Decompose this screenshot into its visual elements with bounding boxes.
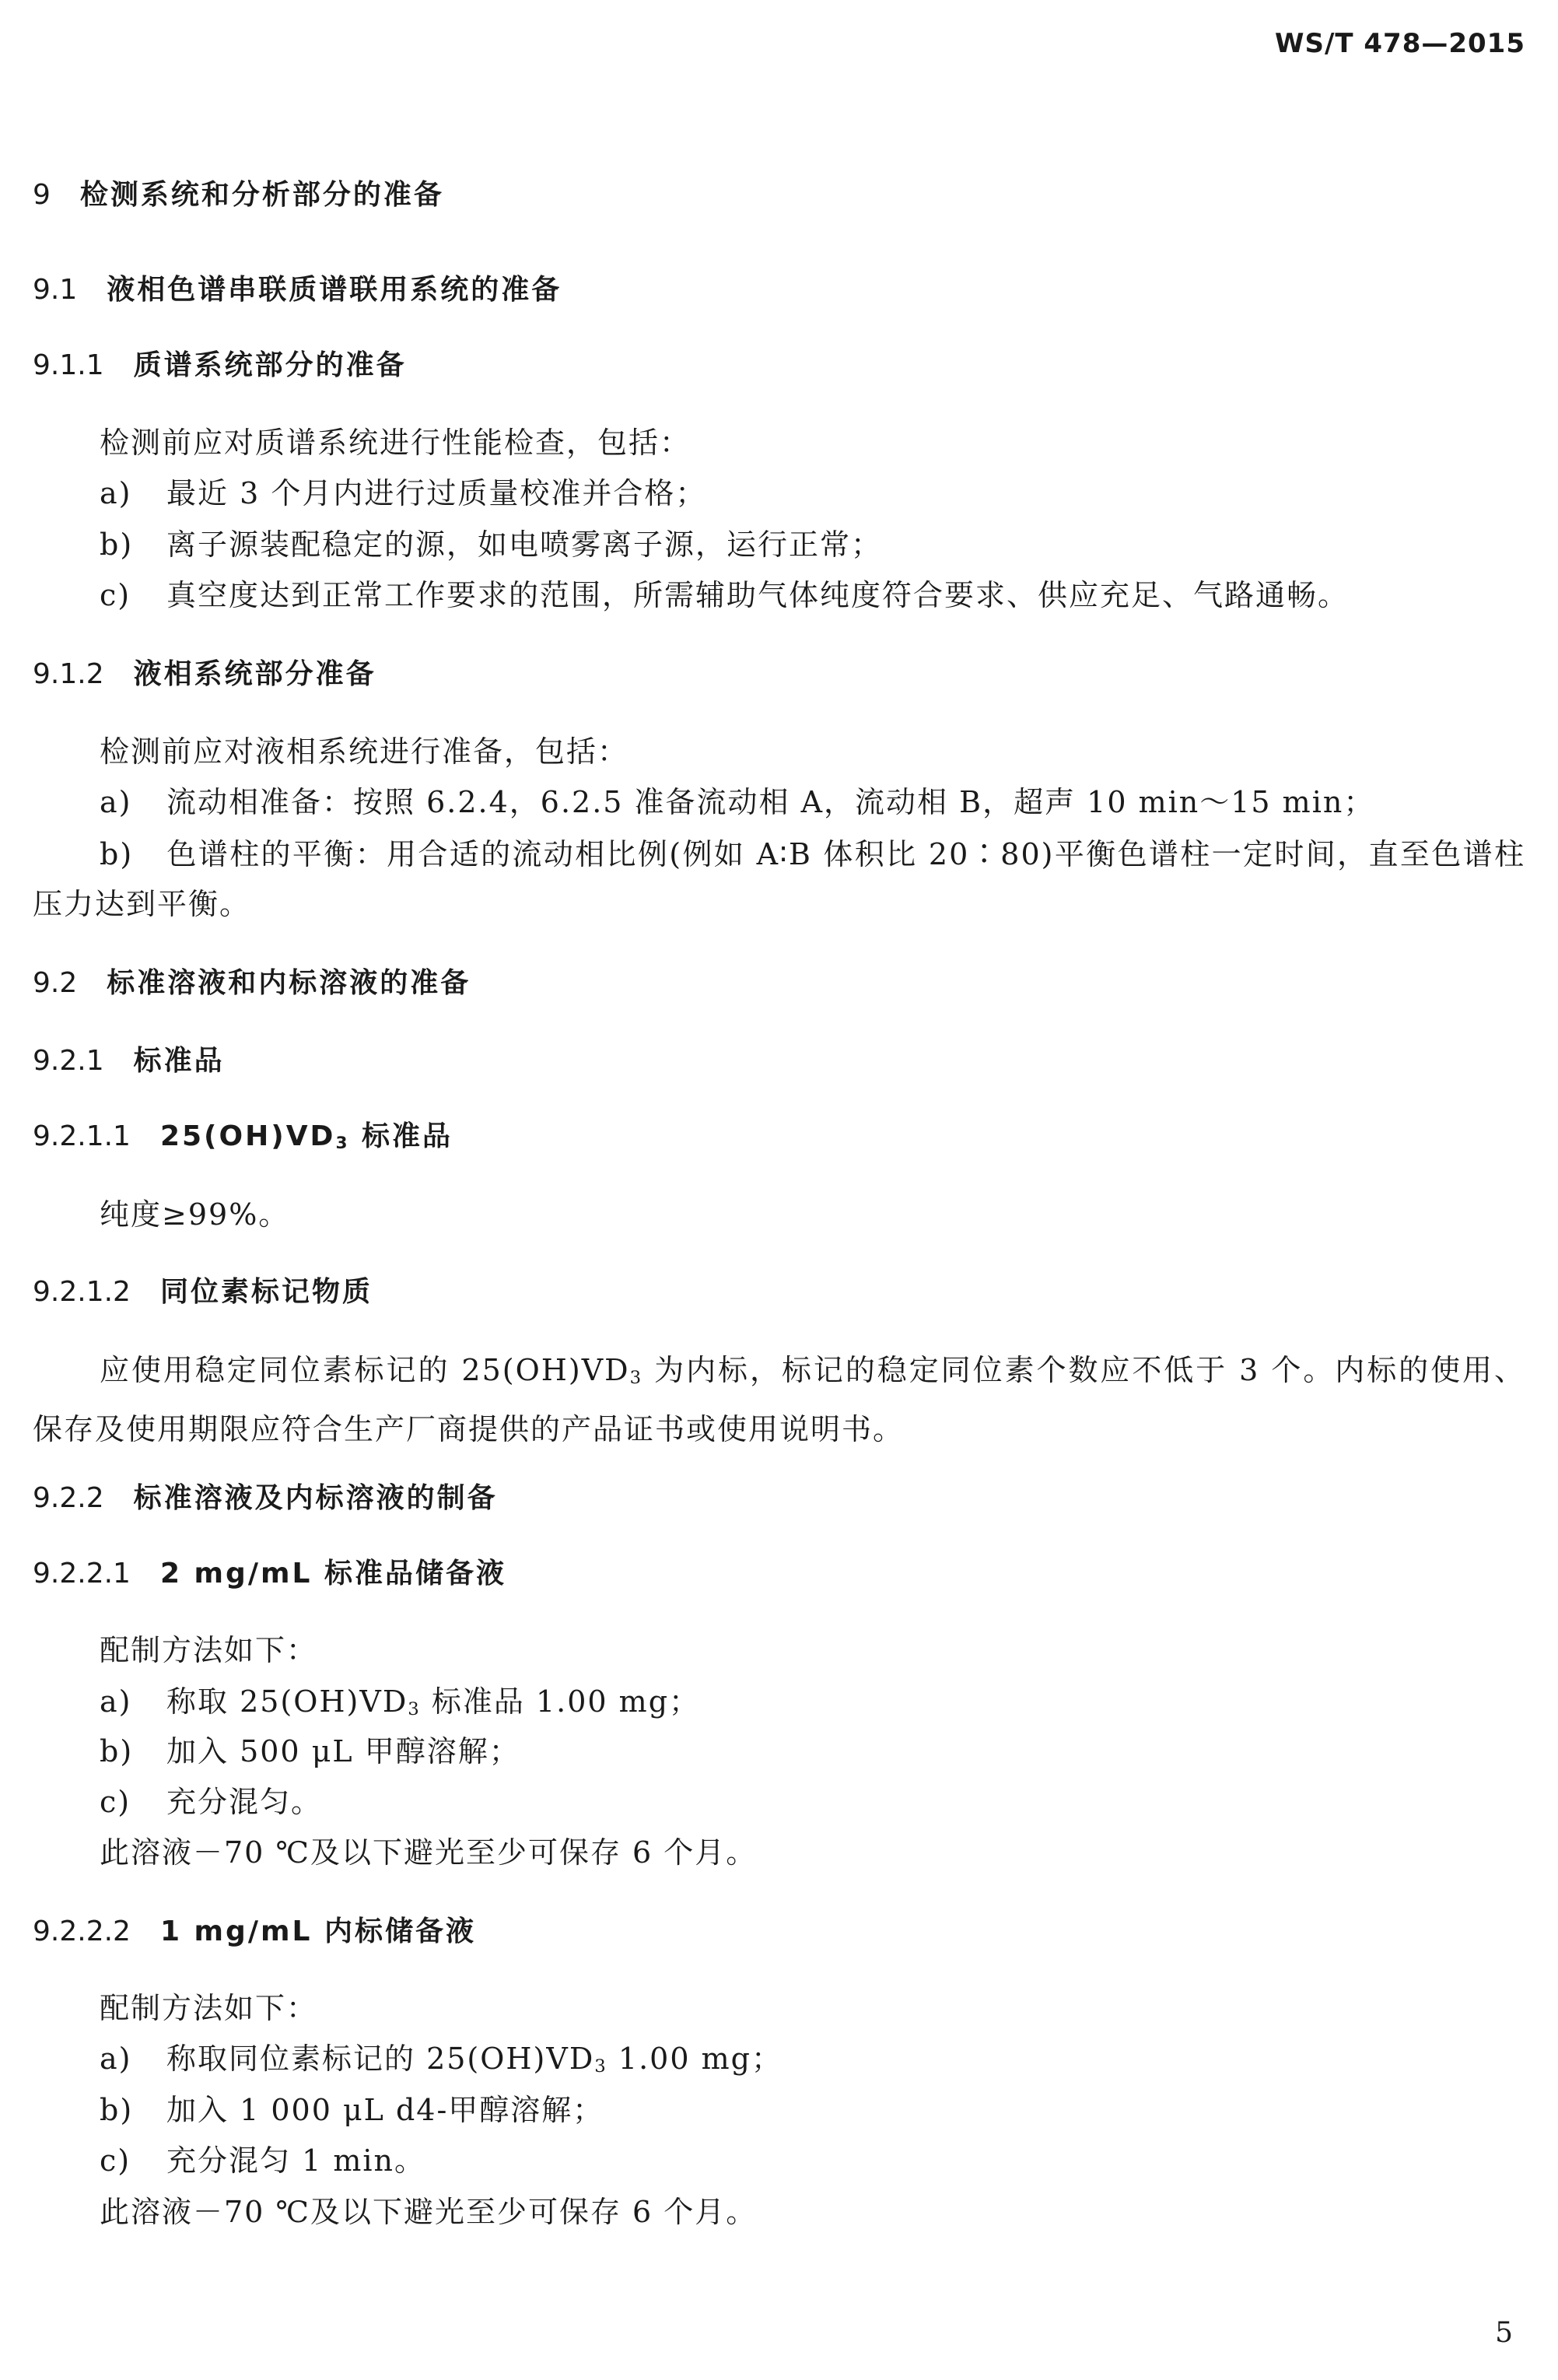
list-item [100,469,706,512]
list-item [100,2086,604,2129]
paragraph: 检测前应对质谱系统进行性能检查，包括： [100,426,691,460]
list-item [100,1677,700,1720]
heading-title-post: 标准品 [349,1120,453,1152]
list-text: 称取 25(OH)VD [166,1684,408,1719]
list-marker: b) [100,2093,134,2127]
heading-number: 9.2.2 [33,1482,104,1514]
heading-title: 液相色谱串联质谱联用系统的准备 [107,274,562,306]
heading-9-2-2 [33,1476,498,1516]
paragraph [33,1344,1525,1455]
heading-number: 9.2.1 [33,1045,104,1077]
list-marker: a) [100,785,132,819]
paragraph: 配制方法如下： [100,1633,318,1667]
list-text: 标准品 1.00 mg； [420,1684,701,1719]
list-text: 充分混匀。 [166,1785,323,1819]
list-text: 色谱柱的平衡：用合适的流动相比例(例如 A∶B 体积比 20∶80)平衡色谱柱一定时间，直至色谱柱压力达到平衡。 [33,837,1525,921]
list-item [100,778,1374,821]
heading-title: 质谱系统部分的准备 [133,349,407,381]
page-number: 5 [1495,2317,1513,2349]
list-text: 最近 3 个月内进行过质量校准并合格； [166,476,707,510]
heading-number: 9.2 [33,967,78,999]
list-marker: a) [100,476,132,510]
heading-number: 9.1 [33,274,78,306]
list-marker: b) [100,1734,134,1768]
heading-9-2-1-1 [33,1114,453,1154]
list-text: 1.00 mg； [607,2042,783,2076]
list-text: 加入 500 μL 甲醇溶解； [166,1734,520,1768]
list-text: 真空度达到正常工作要求的范围，所需辅助气体纯度符合要求、供应充足、气路通畅。 [166,578,1350,612]
paragraph-pre: 应使用稳定同位素标记的 25(OH)VD [100,1353,630,1387]
heading-title: 标准品 [133,1045,225,1077]
paragraph: 检测前应对液相系统进行准备，包括： [100,734,629,769]
heading-number: 9 [33,179,51,211]
heading-number: 9.1.1 [33,349,104,381]
subscript: 3 [594,2056,607,2077]
heading-title-pre: 25(OH)VD [159,1120,336,1152]
document-code: WS/T 478—2015 [1274,28,1525,59]
heading-9-2-1 [33,1039,225,1078]
list-item [100,2035,783,2077]
heading-title: 1 mg/mL 内标储备液 [159,1916,476,1947]
list-item [100,571,1349,614]
heading-number: 9.2.1.1 [33,1120,131,1152]
list-item [100,521,882,563]
paragraph: 此溶液－70 ℃及以下避光至少可保存 6 个月。 [100,2195,758,2229]
heading-9-2-2-2 [33,1909,476,1949]
heading-9-1-2 [33,652,376,692]
heading-title: 液相系统部分准备 [133,658,376,690]
list-marker: a) [100,1684,132,1719]
heading-9-2 [33,961,471,1001]
list-marker: b) [100,528,134,562]
list-item-wrapped [33,829,1525,929]
heading-9-2-1-2 [33,1270,373,1309]
paragraph: 纯度≥99%。 [100,1197,290,1232]
heading-number: 9.2.1.2 [33,1276,131,1308]
list-text: 流动相准备：按照 6.2.4，6.2.5 准备流动相 A，流动相 B，超声 10 min～15 min； [166,785,1375,819]
heading-9 [33,173,444,212]
list-marker: c) [100,2143,131,2178]
list-text: 充分混匀 1 min。 [166,2143,425,2178]
heading-9-1-1 [33,343,407,383]
list-text: 加入 1 000 μL d4-甲醇溶解； [166,2093,604,2127]
list-item [100,1778,322,1821]
list-text: 称取同位素标记的 25(OH)VD [166,2042,595,2076]
list-item [100,1727,520,1770]
subscript: 3 [408,1699,421,1719]
paragraph: 此溶液－70 ℃及以下避光至少可保存 6 个月。 [100,1835,758,1870]
list-marker: c) [100,1785,131,1819]
heading-9-2-2-1 [33,1551,506,1591]
heading-number: 9.2.2.2 [33,1916,131,1947]
heading-title: 标准溶液和内标溶液的准备 [107,967,471,999]
heading-9-1 [33,268,562,307]
paragraph: 配制方法如下： [100,1991,318,2025]
heading-title: 2 mg/mL 标准品储备液 [159,1558,506,1590]
subscript: 3 [335,1134,350,1153]
list-marker: a) [100,2042,132,2076]
subscript: 3 [629,1368,643,1388]
list-marker: b) [100,837,134,871]
list-marker: c) [100,578,131,612]
list-text: 离子源装配稳定的源，如电喷雾离子源，运行正常； [166,528,883,562]
list-item [100,2136,425,2179]
heading-number: 9.2.2.1 [33,1558,131,1590]
heading-title: 检测系统和分析部分的准备 [79,179,444,211]
heading-number: 9.1.2 [33,658,104,690]
heading-title: 标准溶液及内标溶液的制备 [133,1482,498,1514]
heading-title: 同位素标记物质 [159,1276,373,1308]
paragraph-post: 为内标，标记的稳定同位素个数应不低于 3 个。内标的使用、保存及使用期限应符合生产厂商提供的产品证书或使用说明书。 [33,1353,1525,1446]
